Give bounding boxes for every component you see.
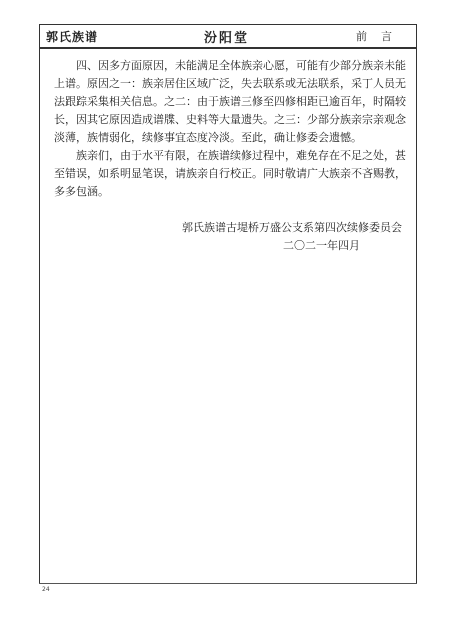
signature-date: 二〇二一年四月 bbox=[283, 239, 360, 252]
page-number: 24 bbox=[42, 586, 50, 593]
page-body bbox=[54, 57, 406, 255]
signature-org: 郭氏族谱古堤桥万盛公支系第四次续修委员会 bbox=[182, 221, 402, 234]
header-book-title: 郭氏族谱 bbox=[46, 30, 99, 44]
header-hall-name: 汾阳堂 bbox=[204, 31, 250, 46]
paragraph-four: 四、因多方面原因，未能满足全体族亲心愿，可能有少部分族亲未能上谱。原因之一：族亲居住区域广泛，失去联系或无法联系，采丁人员无法跟踪采集相关信息。之二：由于族谱三修至四修相距已逾百年，时隔较长，因其它原因造成谱牒、史料等大量遗失。之三：少部分族亲宗亲观念淡薄，族情弱化，续修事宜态度冷淡。至此，确让修委会遗憾。 bbox=[54, 59, 406, 144]
header-section-title: 前言 bbox=[356, 30, 406, 43]
footer-divider bbox=[39, 583, 417, 584]
paragraph-closing: 族亲们，由于水平有限，在族谱续修过程中，难免存在不足之处，甚至错误，如系明显笔误，请族亲自行校正。同时敬请广大族亲不吝赐教，多多包涵。 bbox=[54, 149, 406, 198]
page-header bbox=[40, 25, 416, 49]
page-frame bbox=[39, 24, 417, 584]
signature-block bbox=[54, 219, 406, 255]
